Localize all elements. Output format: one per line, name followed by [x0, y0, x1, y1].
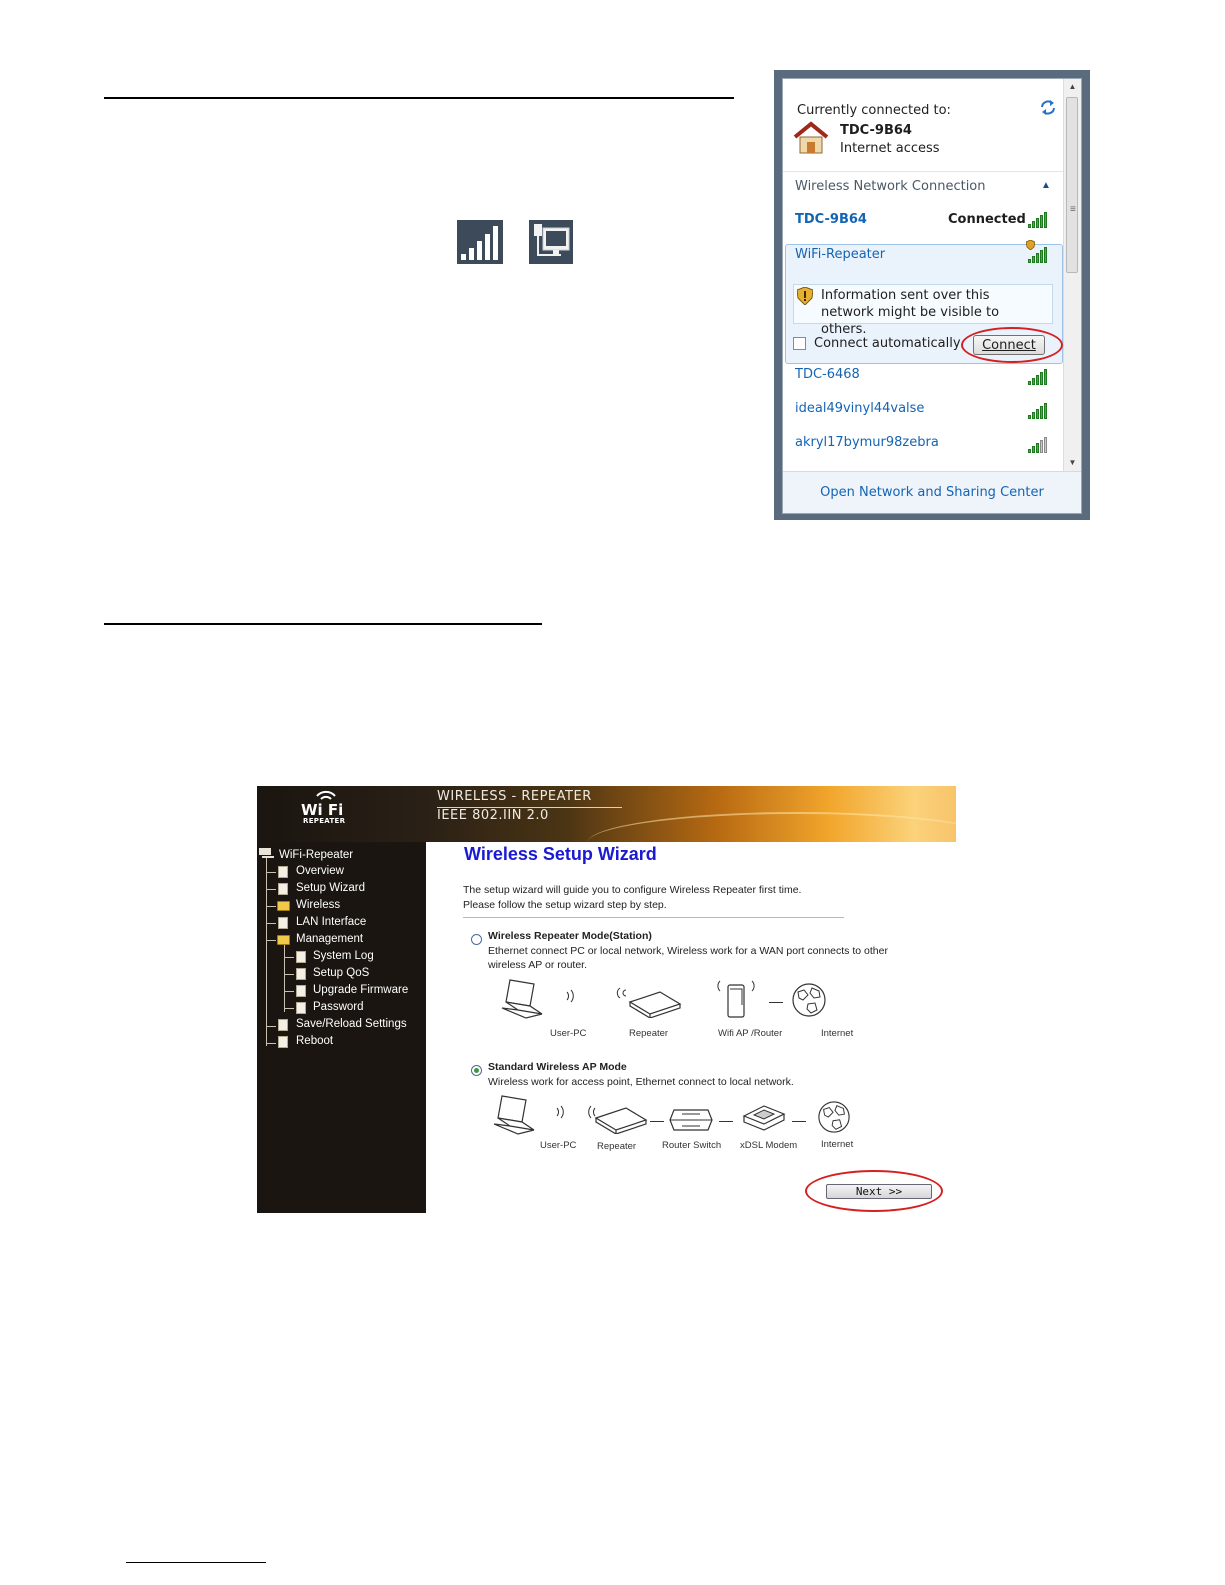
currently-connected-label: Currently connected to:: [797, 103, 951, 118]
wizard-content: [426, 842, 956, 1213]
sidebar-item-reboot[interactable]: Reboot: [296, 1035, 334, 1047]
network-item-ideal49vinyl44valse[interactable]: ideal49vinyl44valse: [795, 401, 925, 416]
repeater-device-icon: [616, 982, 684, 1018]
sidebar-item-wireless[interactable]: Wireless: [296, 899, 341, 911]
sidebar-item-setup-wizard[interactable]: Setup Wizard: [296, 882, 366, 894]
sidebar-item-lan-interface[interactable]: LAN Interface: [296, 916, 367, 928]
wireless-waves-icon: [565, 988, 579, 1004]
logo-subtext: REPEATER: [303, 817, 346, 825]
repeater-mode-radio[interactable]: [471, 934, 482, 945]
open-network-sharing-center-link[interactable]: Open Network and Sharing Center: [820, 485, 1044, 500]
page-icon: [278, 917, 288, 929]
sidebar-item-password[interactable]: Password: [313, 1001, 364, 1013]
modem-icon: [740, 1102, 786, 1132]
page-icon: [278, 1036, 288, 1048]
scroll-up-arrow-icon[interactable]: ▲: [1068, 82, 1077, 91]
security-warning-text: Information sent over this network might be visible to others.: [821, 288, 1000, 337]
current-network-name: TDC-9B64: [840, 123, 912, 138]
network-item-tdc-6468[interactable]: TDC-6468: [795, 367, 860, 382]
globe-icon: [816, 1100, 852, 1134]
page-icon: [278, 866, 288, 878]
device-label-user-pc: User-PC: [540, 1140, 577, 1151]
page-icon: [278, 1019, 288, 1031]
network-item-akryl17bymur98zebra[interactable]: akryl17bymur98zebra: [795, 435, 939, 450]
device-label-internet: Internet: [821, 1139, 854, 1150]
page-icon: [296, 968, 306, 980]
connect-button[interactable]: Connect: [973, 335, 1045, 355]
shield-warning-icon: [797, 287, 813, 305]
repeater-device-icon: [594, 1100, 650, 1134]
home-network-icon: [793, 121, 829, 155]
page-icon: [278, 883, 288, 895]
signal-strength-icon: [1028, 435, 1052, 453]
device-label-wifi-router: Wifi AP /Router: [718, 1028, 783, 1039]
laptop-icon: [500, 978, 548, 1020]
header-banner: [257, 786, 956, 842]
device-label-user-pc: User-PC: [550, 1028, 587, 1039]
ap-mode-title: Standard Wireless AP Mode: [488, 1061, 627, 1073]
page-title: Wireless Setup Wizard: [464, 844, 657, 864]
network-list: [783, 79, 1065, 471]
logo-text: Wi Fi: [301, 801, 344, 819]
wifi-signal-icon: [457, 220, 503, 264]
divider: [463, 917, 844, 918]
router-switch-icon: [668, 1108, 714, 1132]
divider: [783, 171, 1065, 172]
highlight-ellipse: [805, 1170, 943, 1212]
wifi-router-icon: [716, 975, 756, 1021]
signal-strength-icon: [1028, 401, 1052, 419]
scroll-thumb[interactable]: ≡: [1066, 97, 1078, 273]
wifi-logo-icon: [315, 788, 337, 802]
sidebar-item-save-reload[interactable]: Save/Reload Settings: [296, 1018, 407, 1030]
connect-automatically-checkbox[interactable]: [793, 337, 806, 350]
sidebar-item-upgrade-firmware[interactable]: Upgrade Firmware: [313, 984, 409, 996]
globe-icon: [790, 982, 828, 1018]
sidebar-root[interactable]: WiFi-Repeater: [279, 849, 354, 861]
sidebar-item-setup-qos[interactable]: Setup QoS: [313, 967, 370, 979]
router-web-page: [257, 786, 956, 1213]
current-network-status: Internet access: [840, 141, 940, 156]
connector-line: [792, 1121, 806, 1122]
device-label-xdsl-modem: xDSL Modem: [740, 1140, 798, 1151]
network-status-connected: Connected: [948, 212, 1026, 227]
ap-mode-desc: Wireless work for access point, Ethernet connect to local network.: [488, 1076, 794, 1088]
highlight-ellipse: [961, 327, 1063, 363]
banner-subtitle: IEEE 802.IIN 2.0: [437, 808, 549, 823]
security-warning-badge-icon: [1026, 240, 1035, 250]
repeater-mode-title: Wireless Repeater Mode(Station): [488, 930, 652, 942]
device-label-router-switch: Router Switch: [662, 1140, 722, 1151]
intro-line-2: Please follow the setup wizard step by step.: [463, 899, 667, 911]
ap-mode-radio[interactable]: [471, 1065, 482, 1076]
network-name-wifi-repeater[interactable]: WiFi-Repeater: [795, 247, 886, 262]
device-label-internet: Internet: [821, 1028, 854, 1039]
folder-icon: [277, 901, 290, 911]
section-rule-top: [104, 97, 734, 99]
sidebar-nav: [257, 842, 426, 1213]
section-rule-bottom: [126, 1562, 266, 1563]
signal-strength-icon: [1028, 210, 1052, 228]
repeater-mode-desc-1: Ethernet connect PC or local network, Wireless work for a WAN port connects to other: [488, 945, 888, 957]
signal-strength-icon: [1028, 367, 1052, 385]
open-folder-icon: [277, 935, 290, 945]
wired-network-icon: [529, 220, 573, 264]
section-rule-middle: [104, 623, 542, 625]
sidebar-item-system-log[interactable]: System Log: [313, 950, 374, 962]
repeater-mode-desc-2: wireless AP or router.: [488, 959, 588, 971]
banner-title: WIRELESS - REPEATER: [437, 789, 592, 804]
refresh-icon[interactable]: [1039, 99, 1057, 115]
section-title: Wireless Network Connection: [795, 179, 986, 194]
device-label-repeater: Repeater: [629, 1028, 669, 1039]
sidebar-item-management[interactable]: Management: [296, 933, 364, 945]
page-icon: [296, 951, 306, 963]
network-flyout-panel: [782, 78, 1082, 514]
network-flyout: [774, 70, 1090, 520]
connector-line: [650, 1121, 664, 1122]
next-button[interactable]: Next >>: [826, 1184, 932, 1199]
page-icon: [296, 985, 306, 997]
scrollbar[interactable]: [1063, 79, 1081, 471]
sidebar-item-overview[interactable]: Overview: [296, 865, 344, 877]
connector-line: [769, 1002, 783, 1003]
page-icon: [296, 1002, 306, 1014]
flyout-footer: [783, 471, 1081, 514]
device-label-repeater: Repeater: [597, 1141, 637, 1152]
intro-line-1: The setup wizard will guide you to configure Wireless Repeater first time.: [463, 884, 802, 896]
network-item-tdc-9b64[interactable]: TDC-9B64: [795, 212, 867, 227]
collapse-chevron-icon[interactable]: ▲: [1041, 180, 1051, 191]
scroll-down-arrow-icon[interactable]: ▼: [1068, 458, 1077, 467]
laptop-icon: [492, 1094, 540, 1136]
computer-icon: [259, 848, 275, 858]
connector-line: [719, 1121, 733, 1122]
connect-automatically-label: Connect automatically: [814, 336, 961, 351]
